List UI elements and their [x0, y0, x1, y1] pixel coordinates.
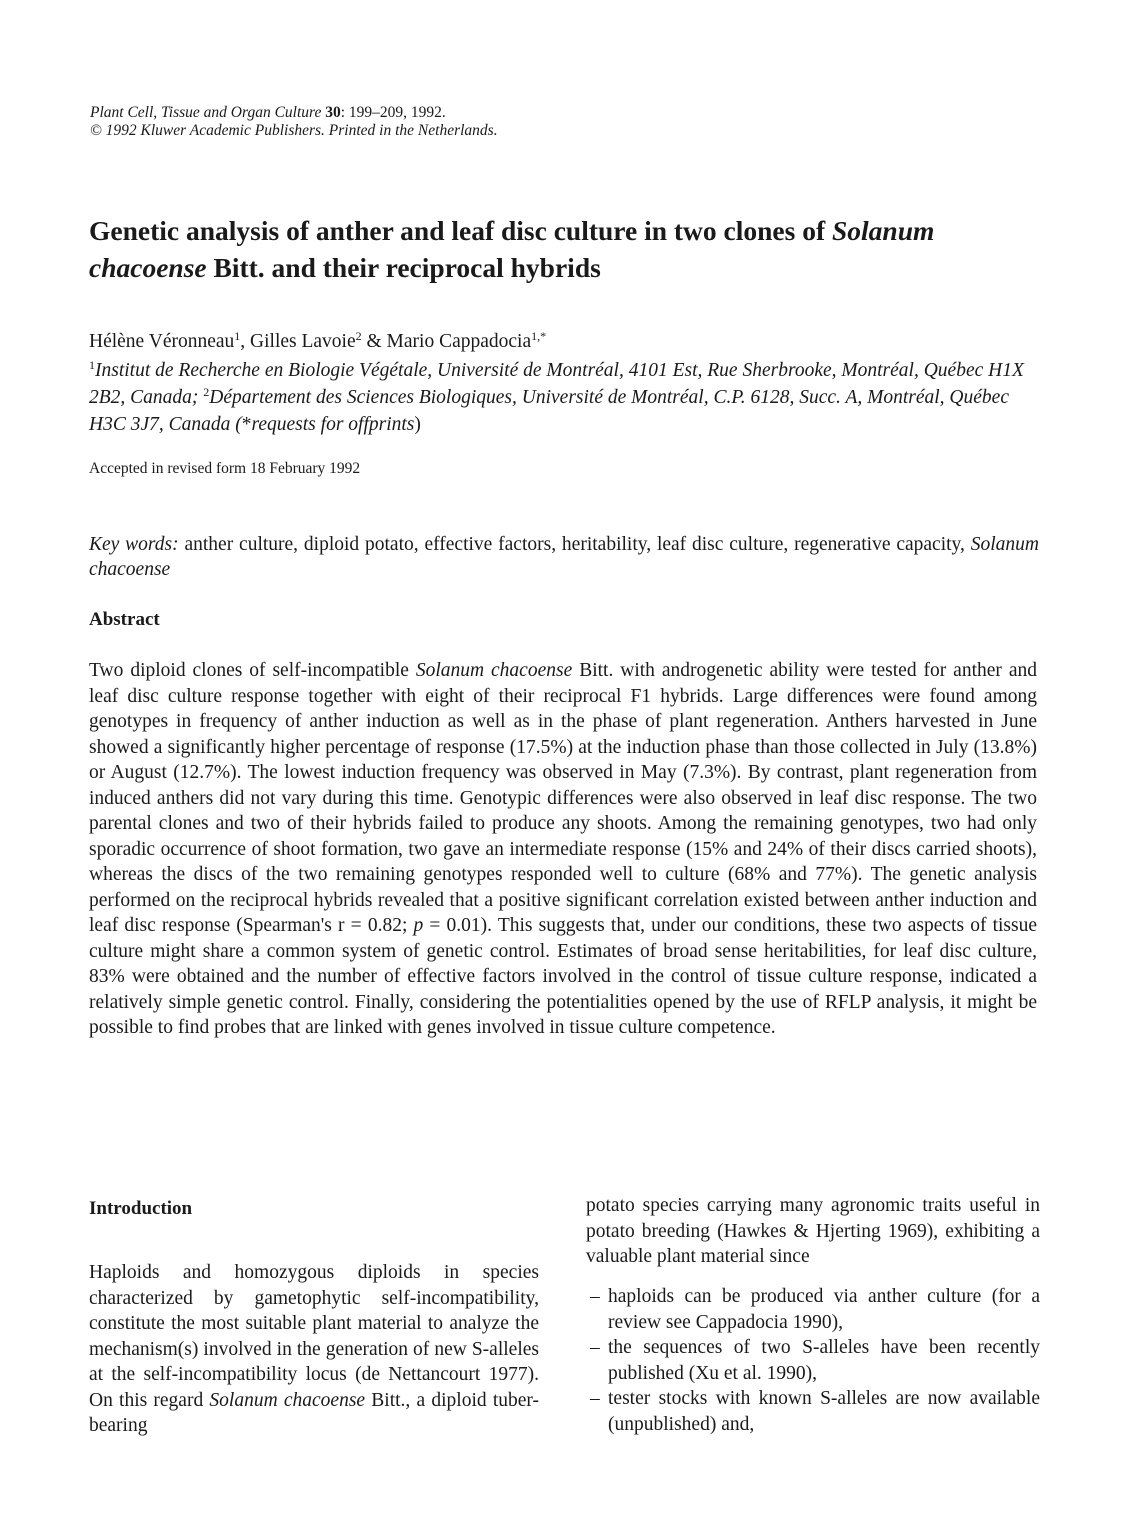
affil-sup-1: 1 [89, 358, 95, 372]
affil-offprints: requests for offprints [251, 414, 415, 435]
affiliations [89, 357, 1049, 438]
keywords-species: Solanum chacoense [89, 534, 1039, 580]
journal-line [90, 104, 890, 122]
journal-name: Plant Cell, Tissue and Organ Culture [90, 104, 322, 121]
abstract-body [89, 658, 1037, 1041]
introduction-left-column [89, 1260, 539, 1439]
affil-close: ) [414, 414, 421, 435]
keywords [89, 532, 1039, 582]
list-item [586, 1386, 1040, 1437]
keywords-label: Key words: [89, 534, 179, 555]
accepted-date: Accepted in revised form 18 February 1992 [89, 460, 361, 477]
journal-pages: : 199–209, 1992. [340, 104, 446, 121]
intro-left-text-2: Bitt., a diploid tuber-bearing [89, 1389, 539, 1436]
bullet-dash: – [590, 1337, 600, 1358]
author-1-sup: 1 [234, 329, 241, 343]
paper-title [89, 212, 1049, 286]
list-item [586, 1335, 1040, 1386]
affil-sup-2: 2 [203, 385, 210, 399]
abstract-heading: Abstract [89, 609, 160, 630]
author-1: Hélène Véronneau [89, 331, 235, 352]
affil-star: * [241, 414, 252, 435]
introduction-bullet-list [586, 1284, 1040, 1437]
journal-citation [90, 104, 890, 140]
bullet-dash: – [590, 1286, 600, 1307]
introduction-heading: Introduction [89, 1198, 193, 1219]
introduction-right-column: potato species carrying many agronomic traits useful in potato breeding (Hawkes & Hjerting 1969), exhibiting a valuable plant material since [586, 1195, 1040, 1267]
author-3-sup: 1,* [531, 329, 547, 343]
copyright-line: © 1992 Kluwer Academic Publishers. Printed in the Netherlands. [90, 122, 498, 139]
affil-2: Département des Sciences Biologiques, Université de Montréal, C.P. 6128, Succ. A, Montréal, Québec H3C 3J7, Canada ( [89, 387, 1009, 435]
abstract-text-3: = 0.01). This suggests that, under our conditions, these two aspects of tissue culture might share a common system of genetic control. Estimates of broad sense heritabilities, for leaf disc culture, 83% were obtained and the number of effective factors involved in the control of tissue culture response, indicated a relatively simple genetic control. Finally, considering the potentialities opened by the use of RFLP analysis, it might be possible to find probes that are linked with genes involved in tissue culture competence. [89, 915, 1038, 1038]
intro-left-species: Solanum chacoense [209, 1389, 366, 1411]
bullet-text: the sequences of two S-alleles have been recently published (Xu et al. 1990), [608, 1337, 1040, 1384]
abstract-text-2: Bitt. with androgenetic ability were tested for anther and leaf disc culture response together with eight of their reciprocal F1 hybrids. Large differences were found among genotypes in frequency of anther induction as well as in the phase of plant regeneration. Anthers harvested in June showed a significantly higher percentage of response (17.5%) at the induction phase than those collected in July (13.8%) or August (12.7%). The lowest induction frequency was observed in May (7.3%). By contrast, plant regeneration from induced anthers did not vary during this time. Genotypic differences were also observed in leaf disc response. The two parental clones and two of their hybrids failed to produce any shoots. Among the remaining genotypes, two had only sporadic occurrence of shoot formation, two gave an intermediate response (15% and 24% of their discs carried shoots), whereas the discs of the two remaining genotypes responded well to culture (68% and 77%). The genetic analysis performed on the reciprocal hybrids revealed that a positive significant correlation existed between anther induction and leaf disc response (Spearman's r = 0.82; [89, 660, 1037, 936]
bullet-text: haploids can be produced via anther culture (for a review see Cappadocia 1990), [608, 1286, 1040, 1333]
abstract-text-1: Two diploid clones of self-incompatible [89, 660, 416, 681]
journal-volume: 30 [325, 104, 341, 121]
abstract-species: Solanum chacoense [415, 660, 573, 681]
list-item [586, 1284, 1040, 1335]
author-3: & Mario Cappadocia [361, 331, 532, 352]
title-part-1: Genetic analysis of anther and leaf disc culture in two clones of [89, 215, 832, 246]
title-part-2: Bitt. and their reciprocal hybrids [206, 252, 601, 283]
intro-left-text-1: Haploids and homozygous diploids in species characterized by gametophytic self-incompatibility, constitute the most suitable plant material to analyze the mechanism(s) involved in the generation of new S-alleles at the self-incompatibility locus (de Nettancourt 1977). On this regard [89, 1262, 539, 1411]
title-species: Solanum chacoense [89, 215, 935, 283]
author-2: , Gilles Lavoie [240, 331, 356, 352]
abstract-p-symbol: p [413, 915, 424, 936]
affil-1: Institut de Recherche en Biologie Végétale, Université de Montréal, 4101 Est, Rue Sherbrooke, Montréal, Québec H1X 2B2, Canada; [89, 360, 1024, 408]
keywords-text: anther culture, diploid potato, effective factors, heritability, leaf disc culture, regenerative capacity, [178, 534, 971, 555]
author-list [89, 330, 1049, 354]
bullet-dash: – [590, 1388, 600, 1409]
author-2-sup: 2 [355, 329, 362, 343]
bullet-text: tester stocks with known S-alleles are now available (unpublished) and, [608, 1388, 1040, 1435]
